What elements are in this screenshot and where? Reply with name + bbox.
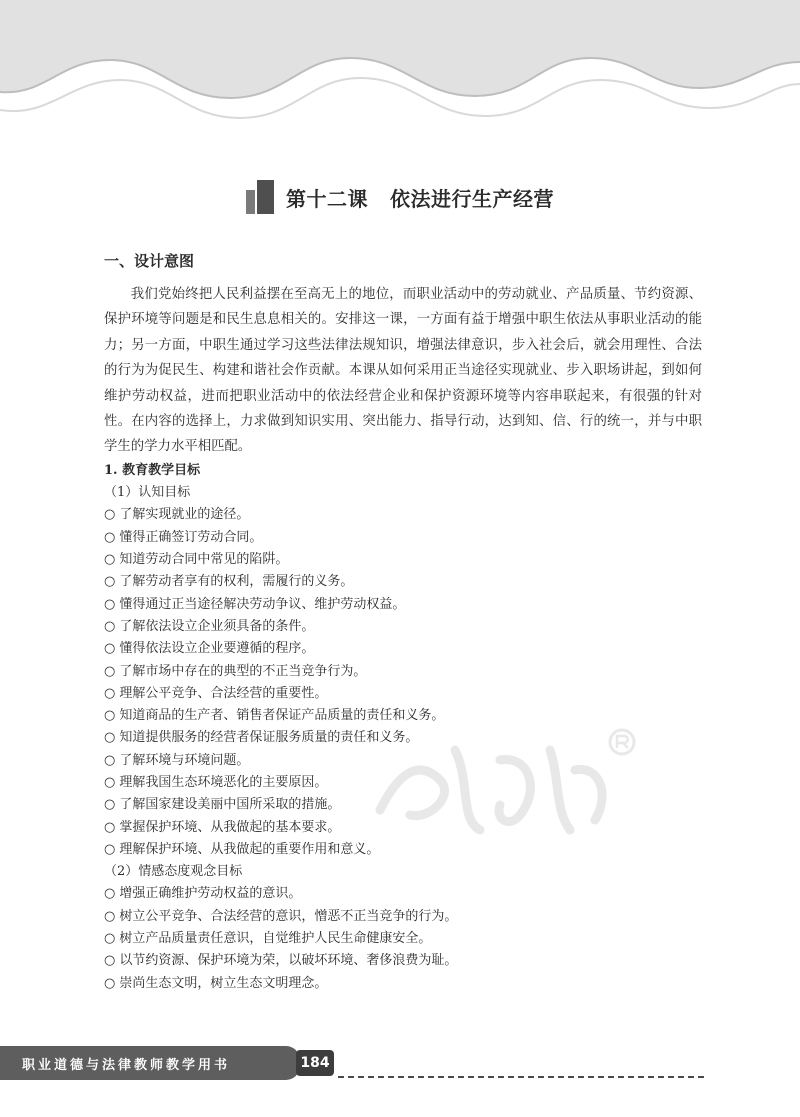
list-item: ○ 以节约资源、保护环境为荣，以破坏环境、奢侈浪费为耻。 (104, 950, 702, 972)
footer-dashed-rule (338, 1076, 704, 1078)
bullet-icon: ○ (104, 908, 116, 924)
attitude-heading: （2）情感态度观念目标 (104, 864, 243, 880)
list-item: ○ 了解国家建设美丽中国所采取的措施。 (104, 794, 702, 816)
list-item: ○ 理解保护环境、从我做起的重要作用和意义。 (104, 839, 702, 861)
bullet-icon: ○ (104, 775, 116, 790)
list-item: ○ 掌握保护环境、从我做起的基本要求。 (104, 817, 702, 839)
page-footer (0, 1038, 800, 1088)
list-item: ○ 知道商品的生产者、销售者保证产品质量的责任和义务。 (104, 705, 702, 727)
cognitive-heading: （1）认知目标 (104, 485, 191, 501)
bullet-icon: ○ (104, 663, 116, 679)
lesson-title (0, 180, 800, 214)
bullet-icon: ○ (104, 953, 116, 969)
bullet-icon: ○ (104, 975, 116, 991)
book-title: 职业道德与法律教师教学用书 (22, 1058, 231, 1073)
bullet-icon: ○ (104, 507, 116, 523)
title-block-icon (246, 180, 276, 214)
list-item: ○ 懂得正确签订劳动合同。 (104, 527, 702, 549)
list-item: ○ 了解市场中存在的典型的不正当竞争行为。 (104, 661, 702, 683)
list-item: ○ 树立公平竞争、合法经营的意识，憎恶不正当竞争的行为。 (104, 906, 702, 928)
lesson-number: 第十二课 (286, 186, 368, 211)
list-item: ○ 理解我国生态环境恶化的主要原因。 (104, 772, 702, 794)
bullet-icon: ○ (104, 552, 116, 568)
bullet-icon: ○ (104, 596, 116, 612)
publisher-watermark (360, 720, 640, 850)
bullet-icon: ○ (104, 819, 116, 835)
page-number: 184 (296, 1050, 334, 1076)
goals-heading: 1. 教育教学目标 (104, 462, 201, 478)
bullet-icon: ○ (104, 752, 116, 768)
list-item: ○ 知道提供服务的经营者保证服务质量的责任和义务。 (104, 727, 702, 749)
bullet-icon: ○ (104, 730, 116, 746)
list-item: ○ 崇尚生态文明，树立生态文明理念。 (104, 973, 702, 995)
bullet-icon: ○ (104, 685, 116, 701)
bullet-icon: ○ (104, 886, 116, 902)
list-item: ○ 增强正确维护劳动权益的意识。 (104, 883, 702, 905)
attitude-list (104, 883, 702, 994)
list-item: ○ 了解环境与环境问题。 (104, 750, 702, 772)
bullet-icon: ○ (104, 618, 116, 634)
list-item: ○ 知道劳动合同中常见的陷阱。 (104, 549, 702, 571)
bullet-icon: ○ (104, 931, 116, 947)
bullet-icon: ○ (104, 529, 116, 545)
bullet-icon: ○ (104, 641, 116, 657)
list-item: ○ 理解公平竞争、合法经营的重要性。 (104, 683, 702, 705)
intro-paragraph: 我们党始终把人民利益摆在至高无上的地位，而职业活动中的劳动就业、产品质量、节约资源、保护环境等问题是和民生息息相关的。安排这一课，一方面有益于增强中职生依法从事职业活动的能力；另一方面，中职生通过学习这些法律法规知识，增强法律意识，步入社会后，就会用理性、合法的行为为促民生、构建和谐社会作贡献。本课从如何采用正当途径实现就业、步入职场讲起，到如何维护劳动权益，进而把职业活动中的依法经营企业和保护资源环境等内容串联起来，有很强的针对性。在内容的选择上，力求做到知识实用、突出能力、指导行动，达到知、信、行的统一，并与中职学生的学力水平相匹配。 (104, 287, 702, 455)
header-wave-band (0, 0, 800, 135)
lesson-name: 依法进行生产经营 (390, 186, 554, 211)
list-item: ○ 了解实现就业的途径。 (104, 504, 702, 526)
bullet-icon: ○ (104, 841, 116, 857)
bullet-icon: ○ (104, 797, 116, 813)
list-item: ○ 懂得通过正当途径解决劳动争议、维护劳动权益。 (104, 594, 702, 616)
bullet-icon: ○ (104, 708, 116, 724)
list-item: ○ 树立产品质量责任意识，自觉维护人民生命健康安全。 (104, 928, 702, 950)
bullet-icon: ○ (104, 574, 116, 590)
section-heading: 一、设计意图 (104, 252, 195, 270)
main-content (104, 282, 702, 995)
list-item: ○ 了解劳动者享有的权利，需履行的义务。 (104, 571, 702, 593)
list-item: ○ 懂得依法设立企业要遵循的程序。 (104, 638, 702, 660)
list-item: ○ 了解依法设立企业须具备的条件。 (104, 616, 702, 638)
